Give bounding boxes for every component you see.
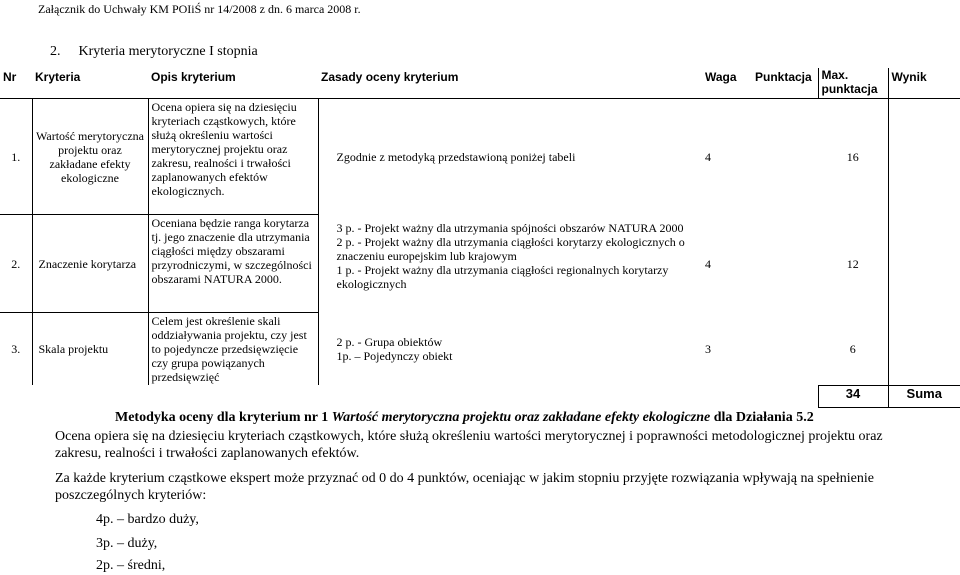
row-waga: 4 bbox=[705, 256, 711, 271]
table-row bbox=[0, 99, 960, 215]
table-row bbox=[0, 215, 960, 313]
row-waga: 4 bbox=[705, 149, 711, 164]
section-title-text: Kryteria merytoryczne I stopnia bbox=[78, 44, 258, 59]
row-kryterium: Znaczenie korytarza bbox=[32, 215, 148, 313]
row-max: 16 bbox=[846, 149, 859, 164]
header-wynik: Wynik bbox=[888, 68, 960, 99]
row-wynik bbox=[888, 99, 960, 215]
row-opis: Ocena opiera się na dziesięciu kryteriach cząstkowych, które służą określeniu wartości merytorycznej projektu oraz zakresu, realności i trwałości zaplanowanych efektów ekologicznych. bbox=[148, 99, 318, 215]
attachment-note: Załącznik do Uchwały KM POIiŚ nr 14/2008 z dn. 6 marca 2008 r. bbox=[38, 2, 361, 16]
row-opis: Oceniana będzie ranga korytarza tj. jego znaczenie dla utrzymania ciągłości między obszarami przyrodniczymi, w szczególności obszarami NATURA 2000. bbox=[148, 215, 318, 313]
table-header-row bbox=[0, 68, 960, 99]
methodology-title-italic: Wartość merytoryczna projektu oraz zakładane efekty ekologiczne bbox=[331, 410, 711, 425]
row-zasady bbox=[318, 313, 702, 386]
header-nr: Nr bbox=[0, 68, 32, 99]
row-zasady: Zgodnie z metodyką przedstawioną poniżej tabeli bbox=[336, 149, 576, 164]
header-punktacja: Punktacja bbox=[752, 68, 818, 99]
header-kryteria: Kryteria bbox=[32, 68, 148, 99]
section-number: 2. bbox=[50, 44, 61, 59]
section-title bbox=[50, 44, 258, 60]
row-punktacja bbox=[752, 215, 818, 313]
row-zasady bbox=[318, 215, 702, 313]
table-row bbox=[0, 313, 960, 386]
header-opis: Opis kryterium bbox=[148, 68, 318, 99]
sum-value: 34 bbox=[818, 385, 888, 407]
row-wynik bbox=[888, 313, 960, 386]
row-kryterium: Wartość merytoryczna projektu oraz zakładane efekty ekologiczne bbox=[32, 99, 148, 215]
methodology-title-prefix: Metodyka oceny dla kryterium nr 1 bbox=[115, 410, 332, 425]
row-max: 12 bbox=[846, 256, 859, 271]
row-nr: 2. bbox=[0, 215, 32, 313]
scale-item: 4p. – bardzo duży, bbox=[96, 512, 199, 527]
scale-item: 2p. – średni, bbox=[96, 558, 166, 573]
methodology-paragraph-2: Za każde kryterium cząstkowe ekspert może przyznać od 0 do 4 punktów, oceniając w jakim stopniu przyjęte rozwiązania wpływają na spełnienie poszczególnych kryteriów: bbox=[55, 471, 874, 503]
row-opis: Celem jest określenie skali oddziaływania projektu, czy jest to pojedyncze przedsięwzięcie czy grupa powiązanych przedsięwzięć bbox=[148, 313, 318, 386]
criteria-table bbox=[0, 68, 960, 408]
zasady-line: 1p. – Pojedynczy obiekt bbox=[336, 348, 453, 363]
header-zasady: Zasady oceny kryterium bbox=[318, 68, 702, 99]
zasady-line: 2 p. - Grupa obiektów bbox=[336, 334, 443, 349]
scale-item: 3p. – duży, bbox=[96, 536, 158, 551]
row-max: 6 bbox=[849, 341, 856, 356]
row-nr: 3. bbox=[0, 313, 32, 386]
row-wynik bbox=[888, 215, 960, 313]
sum-row bbox=[0, 385, 960, 407]
zasady-line: 1 p. - Projekt ważny dla utrzymania ciągłości regionalnych korytarzy ekologicznych bbox=[336, 262, 669, 291]
row-punktacja bbox=[752, 99, 818, 215]
row-waga: 3 bbox=[705, 341, 711, 356]
zasady-line: 3 p. - Projekt ważny dla utrzymania spójności obszarów NATURA 2000 bbox=[336, 220, 684, 235]
methodology-title-suffix: dla Działania 5.2 bbox=[710, 410, 814, 425]
zasady-line: 2 p. - Projekt ważny dla utrzymania ciągłości korytarzy ekologicznych o znaczeniu europejskim lub krajowym bbox=[336, 234, 685, 263]
row-punktacja bbox=[752, 313, 818, 386]
row-nr: 1. bbox=[0, 99, 32, 215]
methodology-title bbox=[115, 410, 814, 426]
row-kryterium: Skala projektu bbox=[32, 313, 148, 386]
header-max: Max. punktacja bbox=[818, 68, 888, 99]
sum-label: Suma bbox=[888, 385, 960, 407]
methodology-paragraph-1: Ocena opiera się na dziesięciu kryteriach cząstkowych, które służą określeniu wartości merytorycznej i poprawności metodologicznej projektu oraz zakresu, realności i trwałości zaplanowanych efektów. bbox=[55, 429, 883, 461]
header-waga: Waga bbox=[702, 68, 752, 99]
